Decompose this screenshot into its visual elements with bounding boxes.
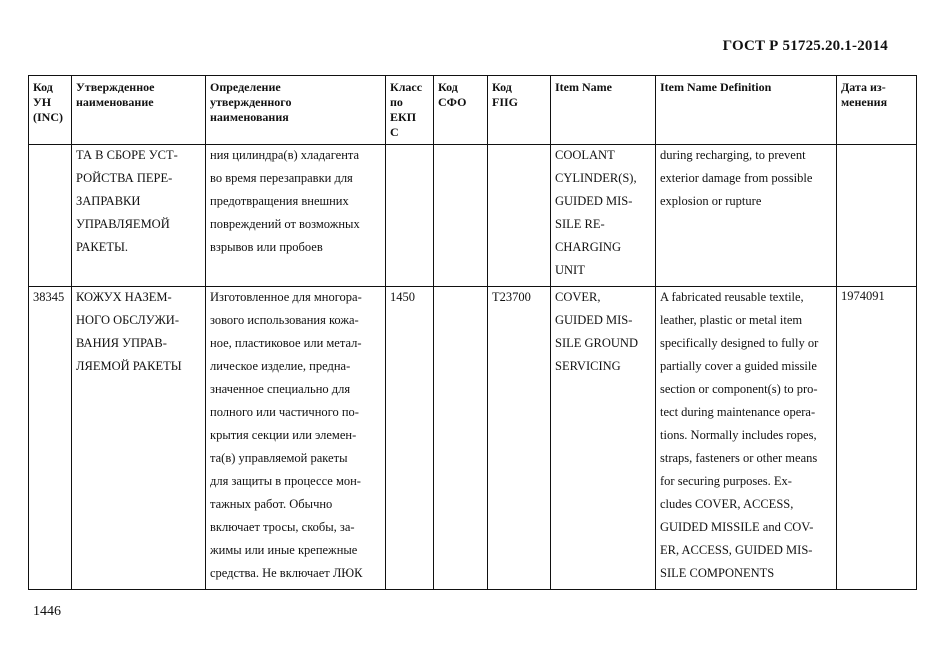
text-line: та(в) управляемой ракеты xyxy=(210,451,348,465)
text-line: лическое изделие, предна- xyxy=(210,359,351,373)
text-line: GUIDED MISSILE and COV- xyxy=(660,520,814,534)
text-line: tions. Normally includes ropes, xyxy=(660,428,817,442)
text-line: КОЖУХ НАЗЕМ- xyxy=(76,290,172,304)
text-line: крытия секции или элемен- xyxy=(210,428,357,442)
header-line: (INC) xyxy=(33,110,63,124)
text-line: for securing purposes. Ex- xyxy=(660,474,792,488)
header-line: Код xyxy=(438,80,458,94)
header-line: Код xyxy=(492,80,512,94)
text-line: GUIDED MIS- xyxy=(555,313,633,327)
text-line: exterior damage from possible xyxy=(660,171,813,185)
text-line: leather, plastic or metal item xyxy=(660,313,803,327)
header-line: Дата из- xyxy=(841,80,886,94)
text-line: ТА В СБОРЕ УСТ- xyxy=(76,148,178,162)
text-line: Изготовленное для многора- xyxy=(210,290,362,304)
header-line: Определение xyxy=(210,80,281,94)
cell-item-name-definition xyxy=(656,145,837,287)
header-ekps-class xyxy=(386,76,434,145)
text-line: предотвращения внешних xyxy=(210,194,349,208)
header-line: Item Name Definition xyxy=(660,80,772,94)
text-line: для защиты в процессе мон- xyxy=(210,474,361,488)
text-line: ЗАПРАВКИ xyxy=(76,194,141,208)
header-line: наименования xyxy=(210,110,289,124)
text-line: tect during maintenance opera- xyxy=(660,405,816,419)
text-line: during recharging, to prevent xyxy=(660,148,806,162)
table-row xyxy=(29,287,917,590)
text-line: включает тросы, скобы, за- xyxy=(210,520,355,534)
cell-approved-name xyxy=(72,287,206,590)
cell-item-name-definition xyxy=(656,287,837,590)
cell-inc xyxy=(29,145,72,287)
text-line: specifically designed to fully or xyxy=(660,336,819,350)
text-line: SERVICING xyxy=(555,359,621,373)
text-line: explosion or rupture xyxy=(660,194,762,208)
header-line: Код xyxy=(33,80,53,94)
text-line: ния цилиндра(в) хладагента xyxy=(210,148,360,162)
text-line: SILE RE- xyxy=(555,217,605,231)
header-item-name-definition xyxy=(656,76,837,145)
header-sfo-code xyxy=(434,76,488,145)
text-line: COOLANT xyxy=(555,148,615,162)
text-line: средства. Не включает ЛЮК xyxy=(210,566,363,580)
cell-definition xyxy=(206,287,386,590)
text-line: section or component(s) to pro- xyxy=(660,382,818,396)
cell-sfo-code xyxy=(434,287,488,590)
text-line: cludes COVER, ACCESS, xyxy=(660,497,794,511)
cell-ekps-class xyxy=(386,145,434,287)
text-line: UNIT xyxy=(555,263,585,277)
text-line: зового использования кожа- xyxy=(210,313,359,327)
cell-definition xyxy=(206,145,386,287)
header-fiig-code xyxy=(488,76,551,145)
text-line: CYLINDER(S), xyxy=(555,171,637,185)
text-line: ВАНИЯ УПРАВ- xyxy=(76,336,167,350)
text-line: тажных работ. Обычно xyxy=(210,497,333,511)
text-line: ное, пластиковое или метал- xyxy=(210,336,362,350)
text-line: взрывов или пробоев xyxy=(210,240,323,254)
text-line: повреждений от возможных xyxy=(210,217,360,231)
text-line: РОЙСТВА ПЕРЕ- xyxy=(76,171,173,185)
document-code: ГОСТ Р 51725.20.1-2014 xyxy=(722,38,888,54)
table-row xyxy=(29,145,917,287)
text-line: A fabricated reusable textile, xyxy=(660,290,804,304)
cell-fiig-code: T23700 xyxy=(488,287,551,590)
cell-fiig-code xyxy=(488,145,551,287)
text-line: ER, ACCESS, GUIDED MIS- xyxy=(660,543,813,557)
header-line: утвержденного xyxy=(210,95,292,109)
header-line: ЕКП xyxy=(390,110,417,124)
text-line: НОГО ОБСЛУЖИ- xyxy=(76,313,179,327)
header-line: Item Name xyxy=(555,80,612,94)
header-approved-name xyxy=(72,76,206,145)
header-item-name xyxy=(551,76,656,145)
text-line: полного или частичного по- xyxy=(210,405,359,419)
header-line: Утвержденное xyxy=(76,80,155,94)
header-line: Класс xyxy=(390,80,423,94)
text-line: GUIDED MIS- xyxy=(555,194,633,208)
cell-ekps-class: 1450 xyxy=(386,287,434,590)
cell-change-date xyxy=(837,145,917,287)
page-number: 1446 xyxy=(33,604,61,619)
cell-item-name xyxy=(551,287,656,590)
header-line: С xyxy=(390,125,399,139)
header-row xyxy=(29,76,917,145)
text-line: РАКЕТЫ. xyxy=(76,240,129,254)
text-line: SILE GROUND xyxy=(555,336,638,350)
header-inc xyxy=(29,76,72,145)
cell-sfo-code xyxy=(434,145,488,287)
text-line: COVER, xyxy=(555,290,601,304)
header-definition xyxy=(206,76,386,145)
text-line: straps, fasteners or other means xyxy=(660,451,818,465)
header-change-date xyxy=(837,76,917,145)
cell-inc: 38345 xyxy=(29,287,72,590)
cell-item-name xyxy=(551,145,656,287)
header-line: FIIG xyxy=(492,95,519,109)
header-line: по xyxy=(390,95,403,109)
header-line: менения xyxy=(841,95,888,109)
text-line: значенное специально для xyxy=(210,382,351,396)
cell-approved-name xyxy=(72,145,206,287)
text-line: УПРАВЛЯЕМОЙ xyxy=(76,217,170,231)
classifier-table xyxy=(28,75,917,590)
text-line: SILE COMPONENTS xyxy=(660,566,775,580)
cell-change-date: 1974091 xyxy=(837,287,917,590)
header-line: наименование xyxy=(76,95,154,109)
text-line: жимы или иные крепежные xyxy=(210,543,358,557)
text-line: во время перезаправки для xyxy=(210,171,353,185)
text-line: partially cover a guided missile xyxy=(660,359,817,373)
text-line: CHARGING xyxy=(555,240,621,254)
header-line: СФО xyxy=(438,95,467,109)
text-line: ЛЯЕМОЙ РАКЕТЫ xyxy=(76,359,182,373)
header-line: УН xyxy=(33,95,52,109)
